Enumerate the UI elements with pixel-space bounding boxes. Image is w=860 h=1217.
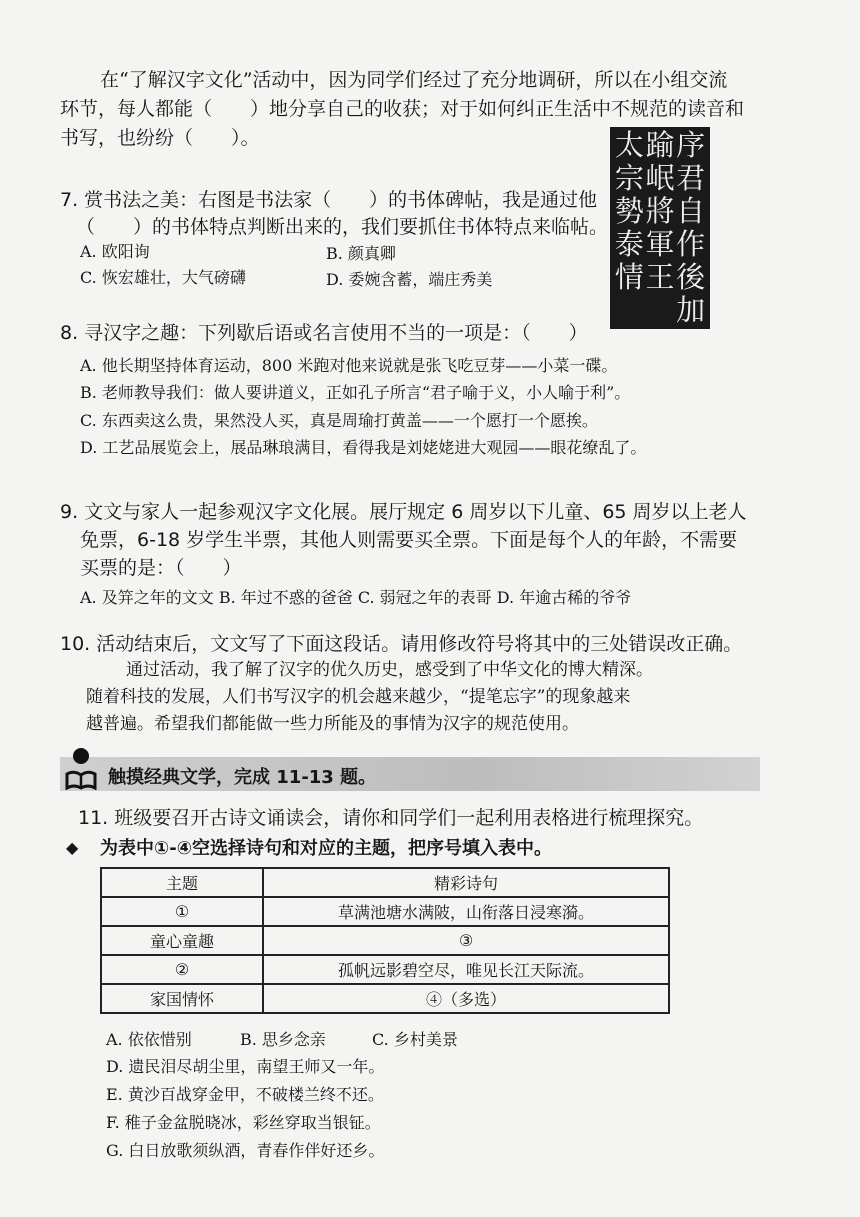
table-header-theme: 主题 xyxy=(101,868,263,897)
q9-stem-line-2: 免票，6-18 岁学生半票，其他人则需要买全票。下面是每个人的年龄，不需要 xyxy=(80,529,738,551)
q10-paragraph-line-3: 越普遍。希望我们都能做一些力所能及的事情为汉字的规范使用。 xyxy=(86,714,579,734)
q7-stem-line-1: 7. 赏书法之美：右图是书法家（ ）的书体碑帖，我是通过他 xyxy=(60,189,598,211)
table-header-poem: 精彩诗句 xyxy=(263,868,669,897)
q11-option-d: D. 遗民泪尽胡尘里，南望王师又一年。 xyxy=(106,1057,385,1076)
section-title: 触摸经典文学，完成 11-13 题。 xyxy=(108,767,377,788)
q9-options: A. 及笄之年的文文 B. 年过不惑的爸爸 C. 弱冠之年的表哥 D. 年逾古稀的爷爷 xyxy=(80,588,632,607)
q11-option-f: F. 稚子金盆脱晓冰，彩丝穿取当银钲。 xyxy=(106,1113,381,1132)
intro-line-2: 环节，每人都能（ ）地分享自己的收获；对于如何纠正生活中不规范的读音和 xyxy=(60,98,745,120)
calligraphy-char: 將 xyxy=(645,194,675,228)
calligraphy-column-1 xyxy=(676,128,706,327)
calligraphy-char: 勢 xyxy=(614,194,644,228)
table-cell-theme: ② xyxy=(101,955,263,984)
q8-option-b: B. 老师教导我们：做人要讲道义，正如孔子所言“君子喻于义，小人喻于利”。 xyxy=(80,383,631,402)
q11-option-a: A. 依依惜别 xyxy=(106,1030,192,1049)
q11-option-b: B. 思乡念亲 xyxy=(240,1030,326,1049)
q11-option-e: E. 黄沙百战穿金甲，不破楼兰终不还。 xyxy=(106,1085,384,1104)
calligraphy-column-3 xyxy=(614,128,644,325)
calligraphy-char: 王 xyxy=(645,260,675,294)
reader-icon xyxy=(64,746,98,790)
q8-stem: 8. 寻汉字之趣：下列歇后语或名言使用不当的一项是：（ ） xyxy=(60,322,588,344)
table-row xyxy=(101,984,669,1013)
table-header-row xyxy=(101,868,669,897)
q9-stem-line-1: 9. 文文与家人一起参观汉字文化展。展厅规定 6 周岁以下儿童、65 周岁以上老人 xyxy=(60,501,747,523)
calligraphy-char: 情 xyxy=(614,260,644,294)
q7-option-a: A. 欧阳询 xyxy=(80,242,150,261)
q9-stem-line-3: 买票的是：（ ） xyxy=(80,557,242,579)
calligraphy-char: 加 xyxy=(676,293,706,327)
table-cell-poem: 草满池塘水满陂，山衔落日浸寒漪。 xyxy=(263,897,669,926)
q7-option-c: C. 恢宏雄壮，大气磅礴 xyxy=(80,268,246,287)
calligraphy-char: 宗 xyxy=(614,161,644,195)
table-cell-theme: ① xyxy=(101,897,263,926)
q11-instruction: 为表中①-④空选择诗句和对应的主题，把序号填入表中。 xyxy=(100,838,552,859)
calligraphy-char: 後 xyxy=(676,260,706,294)
calligraphy-char: 岷 xyxy=(645,161,675,195)
calligraphy-char: 君 xyxy=(676,161,706,195)
table-cell-theme: 童心童趣 xyxy=(101,926,263,955)
q7-option-d: D. 委婉含蓄，端庄秀美 xyxy=(326,270,493,289)
q11-option-g: G. 白日放歌须纵酒，青春作伴好还乡。 xyxy=(106,1141,385,1160)
intro-line-1: 在“了解汉字文化”活动中，因为同学们经过了充分地调研，所以在小组交流 xyxy=(100,69,728,91)
q8-option-a: A. 他长期坚持体育运动，800 米跑对他来说就是张飞吃豆芽——小菜一碟。 xyxy=(80,356,618,375)
calligraphy-char: 太 xyxy=(614,128,644,162)
q8-option-d: D. 工艺品展览会上，展品琳琅满目，看得我是刘姥姥进大观园——眼花缭乱了。 xyxy=(80,438,647,457)
calligraphy-char: 軍 xyxy=(645,227,675,261)
calligraphy-column-2 xyxy=(645,128,675,325)
calligraphy-char: 序 xyxy=(676,128,706,162)
q8-option-c: C. 东西卖这么贵，果然没人买，真是周瑜打黄盖——一个愿打一个愿挨。 xyxy=(80,411,598,430)
table-row xyxy=(101,955,669,984)
calligraphy-char: 泰 xyxy=(614,227,644,261)
intro-line-3: 书写，也纷纷（ ）。 xyxy=(60,127,260,149)
calligraphy-char: 自 xyxy=(676,194,706,228)
q11-stem: 11. 班级要召开古诗文诵读会，请你和同学们一起利用表格进行梳理探究。 xyxy=(78,807,704,829)
calligraphy-char: 踰 xyxy=(645,128,675,162)
q7-stem-line-2: （ ）的书体特点判断出来的，我们要抓住书体特点来临帖。 xyxy=(76,216,609,238)
table-row xyxy=(101,926,669,955)
q10-paragraph-line-2: 随着科技的发展，人们书写汉字的机会越来越少，“提笔忘字”的现象越来 xyxy=(86,687,631,707)
table-cell-poem: 孤帆远影碧空尽，唯见长江天际流。 xyxy=(263,955,669,984)
table-cell-poem: ④（多选） xyxy=(263,984,669,1013)
table-row xyxy=(101,897,669,926)
q11-option-c: C. 乡村美景 xyxy=(372,1030,458,1049)
poem-theme-table xyxy=(100,867,670,1014)
table-cell-poem: ③ xyxy=(263,926,669,955)
q10-stem: 10. 活动结束后，文文写了下面这段话。请用修改符号将其中的三处错误改正确。 xyxy=(60,633,743,655)
diamond-bullet-icon: ◆ xyxy=(66,838,79,857)
calligraphy-char: 作 xyxy=(676,227,706,261)
section-banner xyxy=(60,757,760,791)
q7-option-b: B. 颜真卿 xyxy=(326,244,396,263)
calligraphy-rubbing-image xyxy=(610,127,710,329)
q10-paragraph-line-1: 通过活动，我了解了汉字的优久历史，感受到了中华文化的博大精深。 xyxy=(126,660,653,680)
table-cell-theme: 家国情怀 xyxy=(101,984,263,1013)
